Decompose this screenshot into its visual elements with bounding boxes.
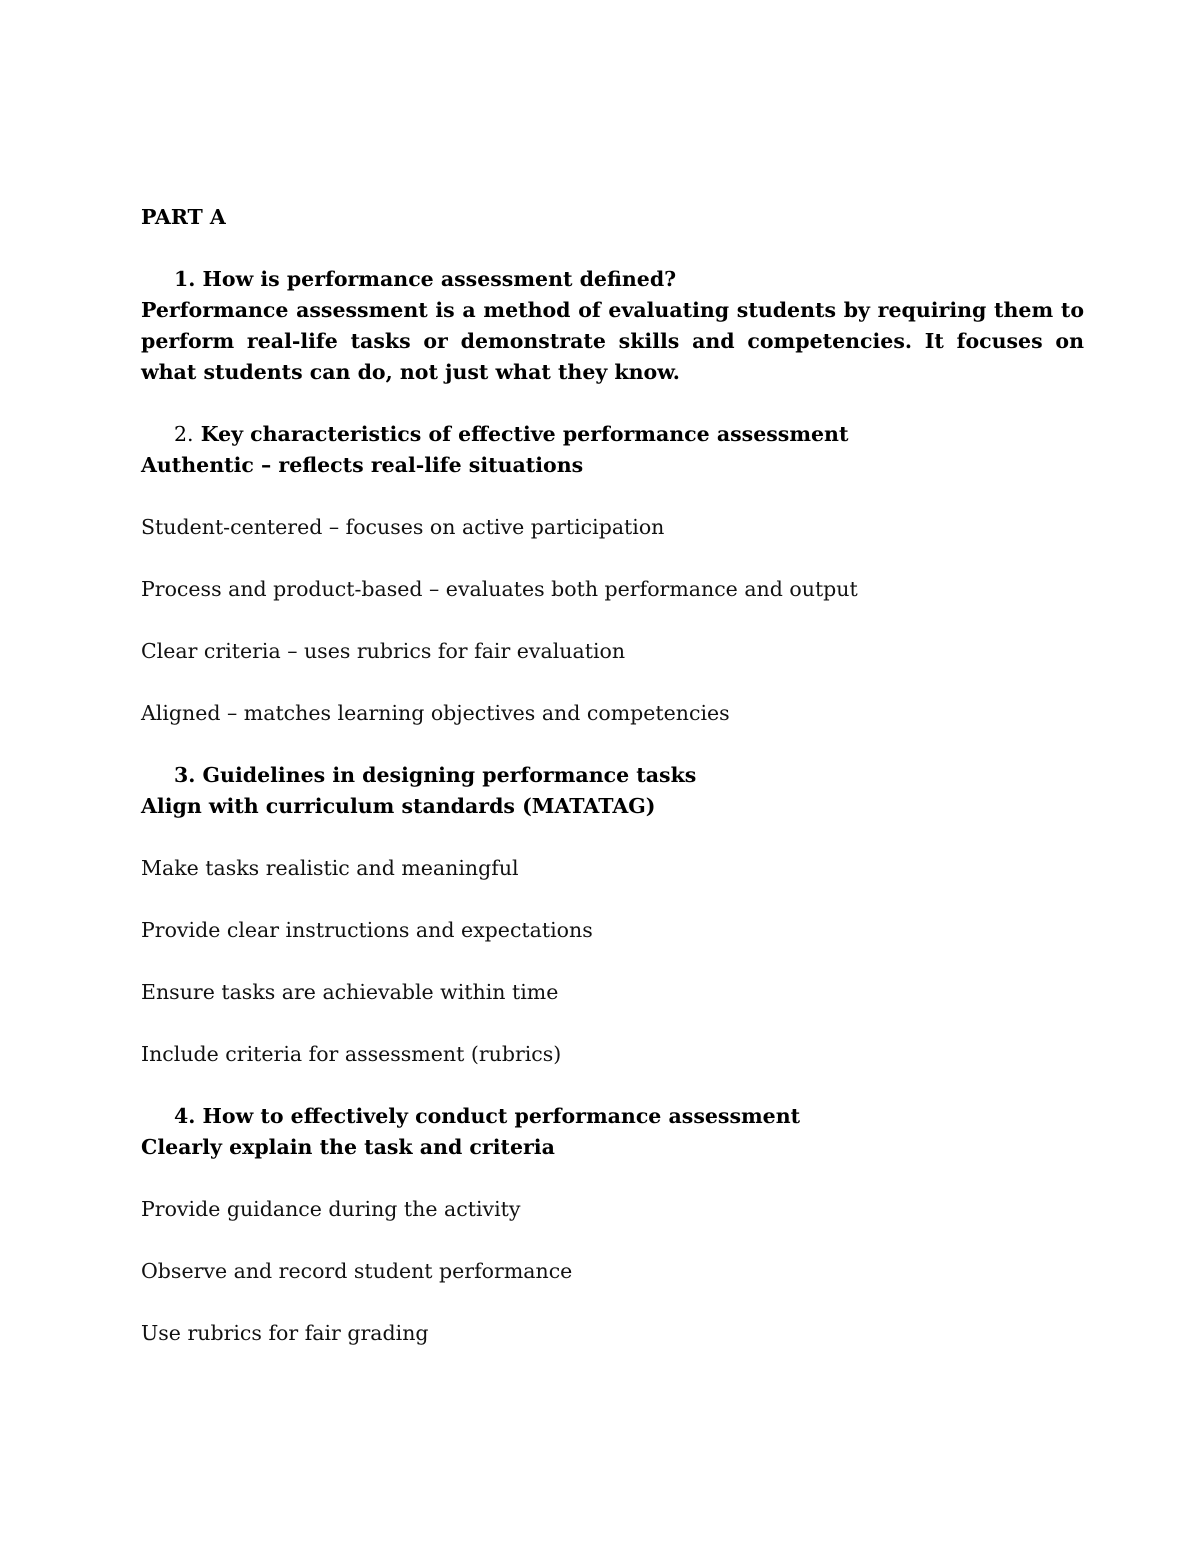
question-4-lead: Clearly explain the task and criteria xyxy=(141,1135,555,1159)
question-1-number: 1. xyxy=(174,267,196,291)
question-3-lead: Align with curriculum standards (MATATAG) xyxy=(141,794,656,818)
list-item: Use rubrics for fair grading xyxy=(141,1321,429,1345)
spacer xyxy=(141,1008,1086,1039)
question-2-heading xyxy=(141,419,1086,450)
question-4-number: 4. xyxy=(174,1104,196,1128)
list-item: Clear criteria – uses rubrics for fair evaluation xyxy=(141,639,626,663)
list-item: Make tasks realistic and meaningful xyxy=(141,856,519,880)
question-4-heading xyxy=(141,1101,1086,1132)
spacer xyxy=(141,388,1086,419)
question-3-heading xyxy=(141,760,1086,791)
spacer xyxy=(141,1225,1086,1256)
spacer xyxy=(141,1287,1086,1318)
list-item: Provide clear instructions and expectations xyxy=(141,918,593,942)
spacer xyxy=(141,1163,1086,1194)
question-2-title: Key characteristics of effective performance assessment xyxy=(200,422,849,446)
question-3-number: 3. xyxy=(174,763,196,787)
question-1-answer: Performance assessment is a method of evaluating students by requiring them to perform real-life tasks or demonstrate skills and competencies. It focuses on what students can do, not just what they know. xyxy=(141,298,1084,384)
spacer xyxy=(141,543,1086,574)
spacer xyxy=(141,884,1086,915)
question-2-number: 2. xyxy=(174,422,194,446)
question-4-title: How to effectively conduct performance assessment xyxy=(202,1104,801,1128)
list-item: Observe and record student performance xyxy=(141,1259,573,1283)
question-1-heading xyxy=(141,264,1086,295)
part-title: PART A xyxy=(141,205,226,229)
spacer xyxy=(141,1070,1086,1101)
question-2-lead: Authentic – reflects real-life situations xyxy=(141,453,584,477)
list-item: Provide guidance during the activity xyxy=(141,1197,521,1221)
spacer xyxy=(141,481,1086,512)
question-1-title: How is performance assessment defined? xyxy=(202,267,677,291)
spacer xyxy=(141,667,1086,698)
spacer xyxy=(141,605,1086,636)
list-item: Aligned – matches learning objectives and competencies xyxy=(141,701,730,725)
spacer xyxy=(141,729,1086,760)
spacer xyxy=(141,946,1086,977)
document-page xyxy=(141,202,1086,1349)
list-item: Include criteria for assessment (rubrics) xyxy=(141,1042,562,1066)
spacer xyxy=(141,822,1086,853)
list-item: Ensure tasks are achievable within time xyxy=(141,980,559,1004)
question-3-title: Guidelines in designing performance tasks xyxy=(202,763,697,787)
list-item: Student-centered – focuses on active participation xyxy=(141,515,665,539)
list-item: Process and product-based – evaluates both performance and output xyxy=(141,577,858,601)
spacer xyxy=(141,233,1086,264)
